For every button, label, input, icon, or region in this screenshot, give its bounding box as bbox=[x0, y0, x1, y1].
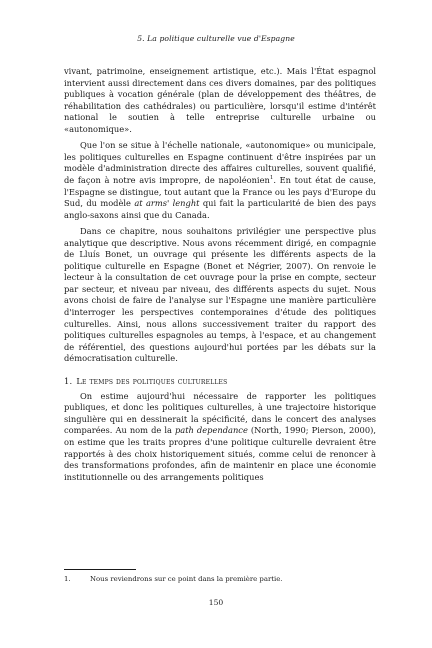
paragraph: vivant, patrimoine, enseignement artistique, etc.). Mais l'État espagnol intervient aussi directement dans ces divers domaines, par des politiques publiques à vocation générale (plan de développement des théâtres, de réhabilitation des cathédrales) ou particulière, lorsqu'il estime d'intérêt national le soutien à telle entreprise culturelle urbaine ou «autonomique». bbox=[64, 66, 376, 134]
footnote-rule bbox=[64, 569, 136, 570]
footnote-number: 1. bbox=[64, 575, 71, 583]
footnote-reference[interactable]: 1 bbox=[269, 175, 274, 182]
section-title: Le temps des politiques culturelles bbox=[76, 376, 228, 387]
paragraph-text: Que l'on se situe à l'échelle nationale, «autonomique» ou municipale, les politiques culturelles en Espagne continuent d'être inspirées par un modèle d'administration directe des affaires culturelles, souvent qualifié, de façon à notre avis impropre, de napoléonien bbox=[64, 140, 376, 185]
paragraph-text: On estime aujourd'hui nécessaire de rapporter les politiques publiques, et donc les politiques culturelles, à une trajectoire historique singulière qui en dessinerait la spécificité, dans le concert des analyses comparées. Au nom de la bbox=[64, 390, 376, 436]
section-number: 1. bbox=[64, 376, 73, 387]
paragraph bbox=[64, 140, 376, 221]
paragraph-text: qui fait la particularité de bien des pays anglo-saxons ainsi que du Canada. bbox=[64, 198, 376, 220]
paragraph bbox=[64, 391, 376, 484]
footnote-text: Nous reviendrons sur ce point dans la première partie. bbox=[90, 575, 283, 583]
section-heading bbox=[64, 376, 376, 388]
body-text bbox=[64, 66, 376, 483]
paragraph-text: . En tout état de cause, l'Espagne se distingue, tout autant que la France ou les pays d'Europe du Sud, du modèle bbox=[64, 174, 376, 209]
footnote bbox=[64, 575, 376, 584]
running-header: 5. La politique culturelle vue d'Espagne bbox=[137, 34, 295, 43]
italic-term: path dependance bbox=[174, 425, 248, 436]
paragraph-text: (North, 1990; Pierson, 2000), on estime que les traits propres d'une politique culturelle devraient être rapportés à des choix historiquement situés, comme celui de renoncer à des transformations profondes, afin de maintenir en place une économie institutionnelle ou des arrangements politiques bbox=[64, 425, 376, 482]
italic-term: at arms' lenght bbox=[134, 198, 200, 209]
page-number: 150 bbox=[208, 598, 224, 607]
paragraph: Dans ce chapitre, nous souhaitons privilégier une perspective plus analytique que descriptive. Nous avons récemment dirigé, en compagnie de Lluís Bonet, un ouvrage qui présente les différents aspects de la politique culturelle en Espagne (Bonet et Négrier, 2007). On renvoie le lecteur à la consultation de cet ouvrage pour la prise en compte, secteur par secteur, et niveau par niveau, des différents aspects du sujet. Nous avons choisi de faire de l'analyse sur l'Espagne une manière particulière d'interroger les perspectives contemporaines d'étude des politiques culturelles. Ainsi, nous allons successivement traiter du rapport des politiques culturelles espagnoles au temps, à l'espace, et au changement de référentiel, des questions aujourd'hui portées par les débats sur la démocratisation culturelle. bbox=[64, 225, 376, 364]
